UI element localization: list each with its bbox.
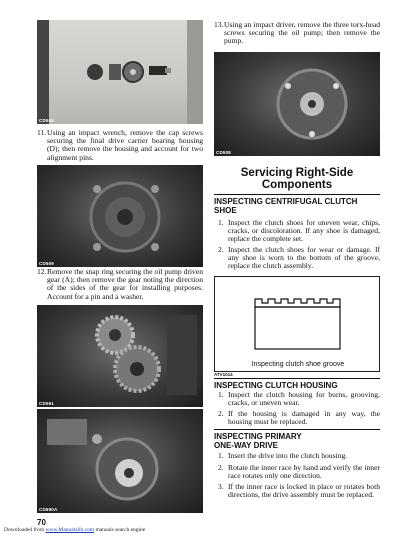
divider — [214, 194, 380, 195]
clutch-shoe-diagram — [215, 277, 381, 373]
photo-final-drive-parts — [37, 20, 203, 124]
photo-code: CD061 — [39, 401, 55, 406]
step-number: 13. — [214, 20, 224, 29]
subheading-line-2: SHOE — [214, 206, 237, 215]
step-text: Inspect the clutch housing for burns, grooving, cracks, or uneven wear. — [228, 390, 380, 408]
step-text: Rotate the inner race by hand and verify the inner race rotates only one direction. — [228, 463, 380, 481]
step-number: 1. — [218, 218, 224, 227]
photo-code: CD508 — [39, 118, 55, 123]
figure-code: ATV1014 — [214, 372, 233, 377]
housing-step-1 — [214, 391, 380, 409]
step-text: Inspect the clutch shoes for uneven wear, chips, cracks, or discoloration. If any shoe is damaged, replace the complete set. — [228, 218, 380, 244]
step-number: 12. — [37, 267, 47, 276]
footer-suffix: manuals search engine — [95, 527, 146, 533]
photo-code: CD508 — [216, 150, 232, 155]
step-number: 2. — [218, 409, 224, 418]
drive-step-2 — [214, 464, 380, 482]
clutch-shoe-step-2 — [214, 246, 380, 272]
photo-torx-screws — [214, 52, 380, 156]
torx-illustration — [214, 52, 380, 156]
photo-oil-pump-gear — [37, 305, 203, 407]
section-title — [214, 167, 380, 191]
pump-illustration — [37, 409, 203, 513]
page-number: 70 — [37, 518, 46, 527]
step-text: Inspect the clutch shoes for wear or damage. If any shoe is worn to the bottom of the groove, replace the clutch assembly. — [228, 245, 380, 271]
step-text: If the inner race is locked in place or rotates both directions, the drive assembly must be replaced. — [228, 482, 380, 500]
housing-step-2 — [214, 410, 380, 428]
photo-bearing-housing — [37, 165, 203, 267]
step-text: Insert the drive into the clutch housing. — [228, 451, 348, 460]
figure-caption: Inspecting clutch shoe groove — [251, 361, 345, 368]
gear-illustration — [37, 305, 203, 407]
step-text: Remove the snap ring securing the oil pump driven gear (A); then remove the gear noting the direction of the sides of the gear for installing purposes. Account for a pin and a washer. — [47, 267, 203, 301]
clutch-shoe-step-1 — [214, 219, 380, 245]
subheading-line-2: ONE-WAY DRIVE — [214, 441, 279, 450]
step-number: 2. — [218, 245, 224, 254]
divider — [214, 429, 380, 430]
step-text: Using an impact driver, remove the three torx-head screws securing the oil pump; then remove the pump. — [224, 20, 380, 46]
step-number: 2. — [218, 463, 224, 472]
step-number: 1. — [218, 390, 224, 399]
step-text: If the housing is damaged in any way, the housing must be replaced. — [228, 409, 380, 427]
step-13 — [214, 21, 380, 47]
drive-step-1 — [214, 452, 380, 462]
section-title-line-2: Components — [261, 179, 333, 191]
subheading-one-way-drive — [214, 432, 380, 450]
photo-oil-pump — [37, 409, 203, 513]
footer-prefix: Downloaded from — [4, 527, 45, 533]
step-text: Using an impact wrench, remove the cap screws securing the final drive carrier bearing housing (D); then remove the housing and account for two alignment pins. — [47, 128, 203, 162]
subheading-centrifugal-clutch — [214, 197, 380, 215]
step-number: 11. — [37, 128, 47, 137]
engine-illustration — [37, 165, 203, 267]
parts-illustration — [37, 20, 203, 124]
drive-step-3 — [214, 483, 380, 501]
step-11 — [37, 129, 203, 163]
subheading-line-1: INSPECTING PRIMARY — [214, 432, 302, 441]
photo-code: CD509 — [39, 261, 55, 266]
subheading-clutch-housing: INSPECTING CLUTCH HOUSING — [214, 381, 338, 390]
step-12 — [37, 268, 203, 302]
divider — [214, 378, 380, 379]
step-number: 1. — [218, 451, 224, 460]
section-title-line-1: Servicing Right-Side — [240, 167, 354, 179]
photo-code: CD690A — [39, 507, 58, 512]
figure-clutch-shoe-groove — [214, 276, 380, 372]
step-number: 3. — [218, 482, 224, 491]
footer — [4, 527, 145, 533]
subheading-line-1: INSPECTING CENTRIFUGAL CLUTCH — [214, 197, 358, 206]
footer-link[interactable]: www.Manualslib.com — [45, 527, 95, 533]
